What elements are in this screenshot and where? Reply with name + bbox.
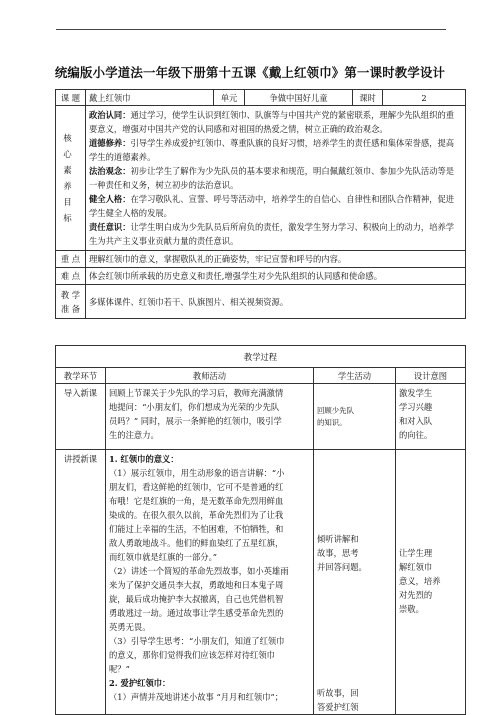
info-table: [55, 89, 466, 319]
goal-item: [89, 108, 462, 136]
new-design-intent: [396, 450, 466, 715]
prep-label: [56, 285, 86, 319]
goal-term: 道德修养：: [89, 138, 131, 148]
goal-text: 通过学习，使学生认识到红领巾、队旗等与中国共产党的紧密联系，理解少先队组织的重要意义，增强对中国共产党的认同感和对祖国的热爱之情，树立正确的政治观念。: [89, 110, 455, 134]
unit-label: 单元: [214, 90, 245, 106]
goal-item: [89, 220, 462, 248]
text-line: 染成的。在很久很久以前，革命先烈们为了让我: [109, 510, 284, 520]
top-rule: [56, 29, 446, 30]
text-line: （3）引导学生思考：“小朋友们，知道了红领巾: [109, 636, 285, 646]
text-line: 英勇无畏。: [109, 622, 151, 632]
unit-value: 争做中国好儿童: [245, 90, 353, 106]
text-line: 倾听讲解和: [317, 534, 359, 544]
goal-term: 责任意识：: [89, 222, 131, 232]
literacy-label: [56, 106, 86, 251]
new-student-activity: [314, 450, 396, 715]
text-line: 呢？”: [109, 664, 130, 674]
process-heading: 教学过程: [56, 346, 466, 368]
difficulty-text: 体会红领巾所承载的历史意义和责任,增强学生对少先队组织的认同感和使命感。: [86, 268, 466, 285]
text-line: 的向往。: [399, 430, 433, 440]
new-teacher-activity: [106, 450, 314, 715]
new-stage: 讲授新课: [56, 450, 106, 715]
section-heading: 1. 红领巾的意义：: [109, 454, 179, 464]
document-title: 统编版小学道法一年级下册第十五课《戴上红领巾》第一课时教学设计: [54, 65, 446, 80]
col-header-student: 学生活动: [314, 368, 396, 384]
text-line: 意义，培养: [399, 576, 441, 586]
text-line: 的意义，那你们觉得我们应该怎样对待红领巾: [109, 650, 275, 660]
text-line: 回顾上节课关于少先队的学习后，教师充满激情: [109, 388, 284, 398]
literacy-label-line: 核 心: [63, 133, 78, 159]
period-label: 课时: [353, 90, 383, 106]
goal-item: [89, 164, 462, 192]
text-line: 敌人勇敢地战斗。他们的鲜血染红了五星红旗，: [109, 538, 284, 548]
text-line: 旋，最后成功掩护李大叔撤离，自己也凭借机智: [109, 594, 284, 604]
text-line: 的知识。: [317, 417, 347, 427]
text-line: 并回答问题。: [317, 562, 367, 572]
col-header-intent: 设计意图: [396, 368, 466, 384]
goal-term: 健全人格：: [89, 194, 131, 204]
text-line: 员吗？” 同时，展示一条鲜艳的红领巾，吸引学: [109, 416, 282, 426]
text-line: 回顾少先队: [317, 405, 354, 415]
goal-text: 初步让学生了解作为少先队员的基本要求和规范，明白佩戴红领巾、参加少先队活动等是一种责任和义务，树立初步的法治意识。: [89, 166, 455, 190]
text-line: 学习兴趣: [399, 402, 433, 412]
prep-label-line: 准 备: [60, 303, 81, 314]
prep-text: 多媒体课件、红领巾若干、队旗图片、相关视频资源。: [86, 285, 466, 319]
goal-text: 在学习敬队礼、宣誓、呼号等活动中，培养学生的自信心、自律性和团队合作精神，促进学生健全人格的发展。: [89, 194, 455, 218]
goal-term: 法治观念：: [89, 166, 131, 176]
spacer: [317, 574, 392, 686]
text-line: 听故事，回: [317, 688, 359, 698]
process-table: [55, 345, 466, 715]
goal-item: [89, 136, 462, 164]
text-line: 而红领巾就是红旗的一部分。”: [109, 552, 217, 562]
text-line: 生的注意力。: [109, 430, 159, 440]
key-point-label: 重 点: [56, 251, 86, 268]
text-line: 激发学生: [399, 388, 433, 398]
goal-text: 引导学生养成爱护红领巾、尊重队旗的良好习惯，培养学生的责任感和集体荣誉感，提高学生的道德素养。: [89, 138, 455, 162]
literacy-label-line: 目 标: [63, 197, 78, 223]
section-heading: 2. 爱护红领巾：: [109, 678, 171, 688]
period-value: 2: [383, 90, 466, 106]
goal-item: [89, 192, 462, 220]
text-line: 对先烈的: [399, 590, 433, 600]
text-line: 解红领巾: [399, 562, 433, 572]
intro-stage: 导入新课: [56, 384, 106, 450]
intro-teacher-activity: [106, 384, 314, 450]
text-line: 让学生理: [399, 548, 433, 558]
prep-label-line: 教 学: [60, 289, 81, 300]
col-header-teacher: 教师活动: [106, 368, 314, 384]
text-line: 故事，思考: [317, 548, 359, 558]
col-header-stage: 教学环节: [56, 368, 106, 384]
goal-term: 政治认同：: [89, 110, 131, 120]
lesson-label: 课 题: [56, 90, 86, 106]
text-line: （1）声情并茂地讲述小故事 “月月和红领巾”；: [109, 692, 284, 702]
text-line: 布哦！它是红旗的一角，是无数革命先烈用鲜血: [109, 496, 284, 506]
text-line: 地提问：“小朋友们，你们想成为光荣的少先队: [109, 402, 280, 412]
text-line: 勇敢逃过一劫。通过故事让学生感受革命先烈的: [109, 608, 284, 618]
text-line: 崇敬。: [399, 604, 424, 614]
intro-design-intent: [396, 384, 466, 450]
intro-student-activity: [314, 384, 396, 450]
text-line: （2）讲述一个简短的革命先烈故事，如小英雄雨: [109, 566, 289, 576]
goal-text: 让学生明白成为少先队员后所肩负的责任，激发学生努力学习、积极向上的动力，培养学生为共产主义事业贡献力量的责任意识。: [89, 222, 455, 246]
lesson-value: 戴上红领巾: [86, 90, 214, 106]
key-point-text: 理解红领巾的意义，掌握敬队礼的正确姿势，牢记宣誓和呼号的内容。: [86, 251, 466, 268]
text-line: 们能过上幸福的生活，不怕困难，不怕牺牲，和: [109, 524, 284, 534]
text-line: 朋友们，看这鲜艳的红领巾，它可不是普通的红: [109, 482, 284, 492]
text-line: 来为了保护交通员李大叔，勇敢地和日本鬼子周: [109, 580, 284, 590]
literacy-label-line: 素 养: [63, 165, 78, 191]
literacy-goals: [86, 106, 466, 251]
difficulty-label: 难 点: [56, 268, 86, 285]
text-line: （1）展示红领巾，用生动形象的语言讲解：“小: [109, 468, 285, 478]
text-line: 答爱护红领: [317, 702, 359, 712]
text-line: 和对入队: [399, 416, 433, 426]
